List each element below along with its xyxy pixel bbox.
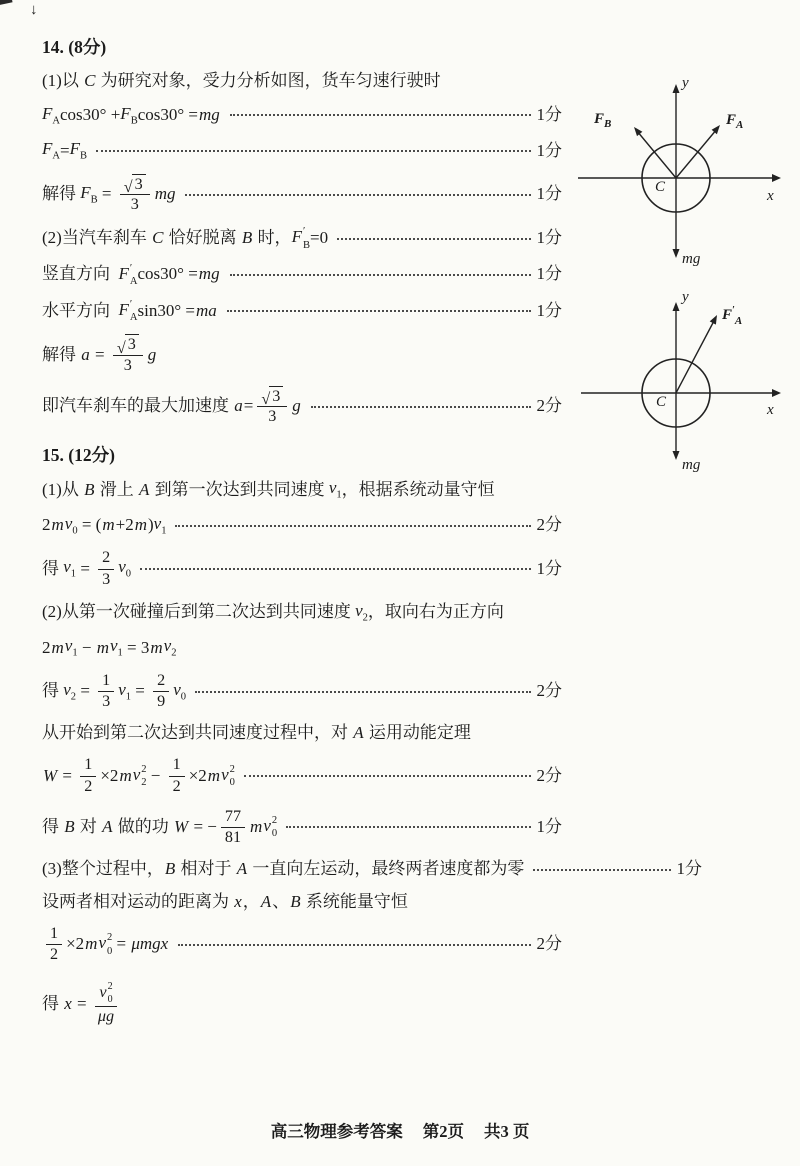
text: 水平方向 (42, 300, 119, 320)
variable: ma (195, 300, 217, 320)
x-axis-label: x (767, 188, 774, 204)
variable: mg (199, 104, 220, 124)
subscript: A (129, 312, 138, 324)
variable: mg (198, 264, 220, 284)
superscript: 2 (229, 763, 235, 775)
variable: $v_2$ (355, 600, 368, 624)
text: 时， (253, 228, 292, 248)
dotted-leader (195, 691, 530, 693)
scan-corner-artifact (0, 0, 13, 6)
solution-line (42, 981, 562, 1027)
text: = (131, 681, 150, 701)
variable: A (102, 816, 113, 836)
numerator: 1 (169, 755, 185, 776)
radicand: 3 (125, 334, 139, 354)
section-heading (42, 444, 562, 468)
variable: $v_2$ (163, 636, 177, 659)
variable: $v_1$ (63, 557, 77, 580)
text: 2 (42, 515, 51, 535)
numerator: 77 (221, 807, 245, 828)
variable: $v_0$ (173, 679, 187, 703)
subscript: 0 (107, 945, 113, 957)
solution-line (42, 262, 562, 288)
numerator: 1 (98, 671, 114, 692)
sub-sup (130, 298, 138, 324)
numerator (120, 174, 150, 195)
text: 解得 (42, 344, 81, 364)
variable: $v_1$ (328, 478, 342, 501)
fraction (169, 755, 185, 796)
solution-line (42, 138, 562, 164)
text: 得 (42, 558, 64, 578)
variable: a (81, 344, 90, 364)
solution-line (42, 671, 562, 712)
dotted-leader (175, 525, 530, 527)
mg-label: mg (682, 457, 701, 473)
denominator: 81 (224, 828, 242, 846)
variable: $v_0$ (64, 513, 78, 537)
fb-base: F (594, 111, 605, 127)
variable: μmgx (131, 934, 169, 954)
force-fa-prime-vector (676, 315, 717, 393)
variable: B (290, 892, 301, 912)
superscript: ′ (129, 262, 133, 274)
text: 15. (12分) (42, 444, 115, 465)
denominator: 3 (102, 570, 111, 588)
fraction (257, 386, 287, 428)
variable: x (64, 993, 72, 1013)
fa-prime: ′ (732, 305, 735, 316)
numerator: 2 (98, 548, 114, 569)
numerator: 2 (153, 671, 169, 692)
score-label: 2分 (536, 681, 562, 701)
fraction (80, 755, 96, 796)
dotted-leader (230, 114, 531, 116)
numerator (95, 981, 116, 1007)
denominator: 3 (268, 408, 277, 426)
x-axis (581, 389, 781, 397)
sqrt-sign: √ (123, 179, 133, 197)
text: 对 (75, 816, 102, 836)
text: ， (242, 892, 260, 912)
variable: v 2 0 (98, 932, 113, 957)
force-diagram-part1 (576, 70, 800, 275)
variable: mg (154, 184, 176, 204)
sub-sup (130, 262, 138, 288)
text: (3)整个过程中， (42, 859, 164, 879)
variable: a (234, 396, 243, 416)
dotted-leader (311, 406, 531, 408)
variable: m (51, 637, 64, 657)
fraction (113, 334, 143, 376)
solution-line (42, 891, 562, 914)
text: ×2 (188, 765, 207, 785)
variable: m (250, 816, 263, 836)
text: = (72, 993, 91, 1013)
text: (1)以 (42, 70, 84, 90)
variable: $F_B$ (69, 139, 88, 162)
variable: F ′ B (291, 226, 310, 251)
solution-line (42, 548, 562, 589)
variable: $F_A$ (42, 103, 60, 126)
variable: μg (97, 1008, 115, 1026)
dotted-leader (230, 274, 531, 276)
dotted-leader (178, 944, 530, 946)
denominator: 3 (102, 693, 111, 711)
text: 到第一次达到共同速度 (150, 479, 329, 499)
score-label: 2分 (536, 396, 562, 416)
variable: A (353, 723, 364, 743)
text: 运用动能定理 (364, 723, 471, 743)
score-label: 1分 (536, 104, 562, 124)
text: ，取向右为正方向 (367, 602, 504, 622)
variable: A (236, 859, 248, 879)
superscript: ′ (302, 226, 306, 238)
variable: m (119, 765, 132, 785)
score-label: 2分 (536, 515, 562, 535)
solution-line (42, 174, 562, 216)
text: = (243, 396, 254, 416)
variable: W (43, 765, 58, 785)
radicand: 3 (132, 174, 146, 194)
dotted-leader (533, 869, 670, 871)
sub-sup (303, 225, 310, 251)
variable: $F_A$ (42, 139, 60, 162)
text: 相对于 (176, 859, 236, 879)
score-label: 1分 (536, 558, 562, 578)
variable: C (84, 70, 96, 90)
score-label: 1分 (536, 184, 562, 204)
dotted-leader (286, 826, 530, 828)
y-axis-label: y (682, 289, 689, 305)
dotted-leader (96, 150, 530, 152)
variable: m (207, 765, 221, 785)
variable: $v_1$ (64, 636, 78, 659)
mg-vector (673, 178, 680, 258)
text: = (76, 558, 95, 578)
superscript: 2 (141, 763, 147, 775)
text: 一直向左运动，最终两者速度都为零 (248, 859, 525, 879)
score-label: 2分 (536, 934, 562, 954)
force-fa-label (725, 112, 743, 131)
text: − (146, 765, 165, 785)
text: (2)从第一次碰撞后到第二次达到共同速度 (42, 602, 356, 622)
solution-line (42, 635, 562, 661)
subscript: 2 (141, 777, 147, 789)
denominator: 2 (172, 777, 181, 795)
force-diagram-part2 (576, 288, 800, 478)
text: − (77, 637, 96, 657)
fb-subscript: B (604, 118, 612, 130)
text: = − (189, 816, 217, 836)
variable: v 2 2 (132, 763, 147, 789)
subscript: 0 (271, 828, 278, 840)
variable: $v_1$ (153, 513, 167, 537)
variable: F ′ A (118, 262, 138, 287)
y-axis-label: y (682, 75, 689, 91)
text: (2)当汽车刹车 (42, 228, 152, 248)
fraction (98, 671, 114, 712)
score-label: 1分 (536, 140, 562, 160)
score-label: 1分 (536, 264, 562, 284)
fa-base: F (726, 112, 737, 128)
footer-page-total: 共3 页 (483, 1122, 530, 1141)
object-c-label: C (656, 394, 667, 410)
denominator (95, 1007, 117, 1027)
text: 得 (42, 681, 64, 701)
dotted-leader (244, 775, 531, 777)
denominator: 3 (130, 196, 139, 214)
text: = (97, 184, 116, 204)
variable: W (174, 816, 189, 836)
variable: v 2 0 (221, 763, 235, 789)
radicand: 3 (269, 386, 283, 406)
text: 为研究对象，受力分析如图，货车匀速行驶时 (96, 70, 441, 90)
solution-line (42, 103, 562, 129)
force-fb-label (593, 111, 611, 130)
solution-line (42, 924, 562, 965)
subscript: B (302, 239, 310, 251)
numerator: 1 (80, 755, 96, 776)
fraction (98, 548, 114, 589)
y-axis (673, 84, 680, 178)
dotted-leader (140, 568, 530, 570)
variable: g (292, 396, 301, 416)
dotted-leader (227, 310, 531, 312)
fraction (46, 924, 62, 965)
text: +2 (115, 515, 134, 535)
force-fb-vector (634, 127, 676, 178)
sqrt-sign: √ (261, 391, 271, 409)
solution-line (42, 386, 562, 428)
variable: v 2 0 (263, 815, 278, 840)
fa-subscript: A (736, 119, 744, 131)
solution-line (42, 334, 562, 376)
fraction (221, 807, 245, 848)
solution-line (42, 600, 562, 626)
text: 解得 (42, 184, 81, 204)
text: sin30° = (137, 300, 195, 320)
variable: m (150, 637, 163, 657)
variable: m (51, 515, 64, 535)
variable: B (164, 859, 176, 879)
fraction (95, 981, 117, 1027)
text: = (90, 344, 109, 364)
text: cos30° = (137, 104, 199, 124)
variable: m (85, 934, 98, 954)
text: 系统能量守恒 (301, 892, 408, 912)
score-label: 1分 (536, 300, 562, 320)
sub-sup (272, 814, 277, 840)
solution-line (42, 513, 562, 539)
text: ×2 (66, 934, 85, 954)
text: 得 (42, 816, 64, 836)
variable: B (64, 816, 75, 836)
variable: m (102, 515, 115, 535)
variable: $F_B$ (80, 182, 98, 206)
footer-title: 高三物理参考答案 (270, 1122, 403, 1141)
fa-base: F (722, 307, 733, 323)
variable: $v_2$ (63, 679, 77, 703)
variable: $v_1$ (118, 679, 132, 703)
numerator (257, 386, 287, 407)
text: = ( (77, 515, 102, 535)
superscript: 2 (271, 815, 278, 827)
score-label: 2分 (536, 765, 562, 785)
text: = (112, 934, 131, 954)
variable: F ′ A (118, 299, 138, 324)
text: 、 (272, 892, 290, 912)
text: 设两者相对运动的距离为 (42, 892, 234, 912)
text: 从开始到第二次达到共同速度过程中，对 (42, 723, 353, 743)
x-axis-label: x (767, 402, 774, 418)
denominator: 9 (157, 693, 166, 711)
fraction (153, 671, 169, 712)
fraction (120, 174, 150, 216)
text: = 3 (122, 637, 150, 657)
variable: v 2 0 (99, 981, 113, 1005)
object-c-label: C (655, 179, 666, 195)
text: (1)从 (42, 479, 84, 499)
dotted-leader (185, 194, 530, 196)
text: 竖直方向 (42, 264, 119, 284)
text: 做的功 (113, 816, 174, 836)
score-label: 1分 (536, 228, 562, 248)
text: 滑上 (95, 479, 138, 499)
text: = (60, 140, 70, 160)
down-arrow-icon: ↓ (30, 2, 38, 18)
variable: B (84, 479, 95, 499)
solution-line (42, 70, 562, 93)
fa-subscript: A (734, 315, 743, 327)
numerator (113, 334, 143, 355)
variable: C (152, 228, 164, 248)
variable: $v_0$ (118, 557, 132, 580)
y-axis (673, 302, 680, 393)
solution-line (42, 722, 562, 745)
variable: g (147, 344, 157, 364)
text: =0 (309, 228, 329, 248)
page-footer (0, 1118, 800, 1142)
text: cos30° + (60, 104, 121, 124)
variable: $v_1$ (109, 636, 123, 659)
score-label: 1分 (676, 859, 702, 879)
variable: A (138, 479, 150, 499)
section-heading (42, 36, 562, 60)
variable: A (260, 892, 272, 912)
x-axis (578, 174, 781, 182)
subscript: A (129, 275, 138, 287)
mg-label: mg (682, 251, 701, 267)
text: 14. (8分) (42, 37, 107, 57)
sub-sup (108, 981, 113, 1006)
denominator: 2 (50, 946, 59, 964)
superscript: ′ (129, 299, 133, 311)
footer-page-number: 第2页 (422, 1122, 464, 1141)
variable: m (96, 637, 109, 657)
solution-line (42, 477, 562, 503)
denominator: 2 (84, 777, 93, 795)
superscript: 2 (107, 981, 113, 993)
variable: x (234, 892, 242, 912)
denominator: 3 (123, 356, 132, 374)
sqrt-sign: √ (116, 339, 126, 357)
text: cos30° = (137, 264, 198, 284)
text: 即汽车刹车的最大加速度 (42, 396, 234, 416)
text: ，根据系统动量守恒 (341, 479, 495, 499)
numerator: 1 (46, 924, 62, 945)
sub-sup (230, 763, 235, 789)
text: 恰好脱离 (164, 228, 241, 248)
solution-line (42, 298, 562, 324)
text: ) (148, 515, 154, 535)
solution-line (42, 858, 702, 881)
text: 2 (42, 637, 51, 657)
variable: $F_B$ (120, 103, 138, 126)
variable: B (241, 228, 253, 248)
text: = (58, 765, 77, 785)
variable: m (134, 515, 147, 535)
solution-line (42, 807, 562, 848)
superscript: 2 (107, 932, 113, 944)
force-fa-prime-label (721, 305, 742, 327)
solution-line (42, 225, 562, 251)
text: = (76, 681, 95, 701)
dotted-leader (337, 238, 530, 240)
score-label: 1分 (536, 816, 562, 836)
solution-line (42, 755, 562, 796)
subscript: 0 (229, 777, 235, 789)
force-fa-vector (676, 125, 720, 178)
text: ×2 (100, 765, 119, 785)
subscript: 0 (107, 993, 113, 1005)
text: 得 (42, 993, 64, 1013)
